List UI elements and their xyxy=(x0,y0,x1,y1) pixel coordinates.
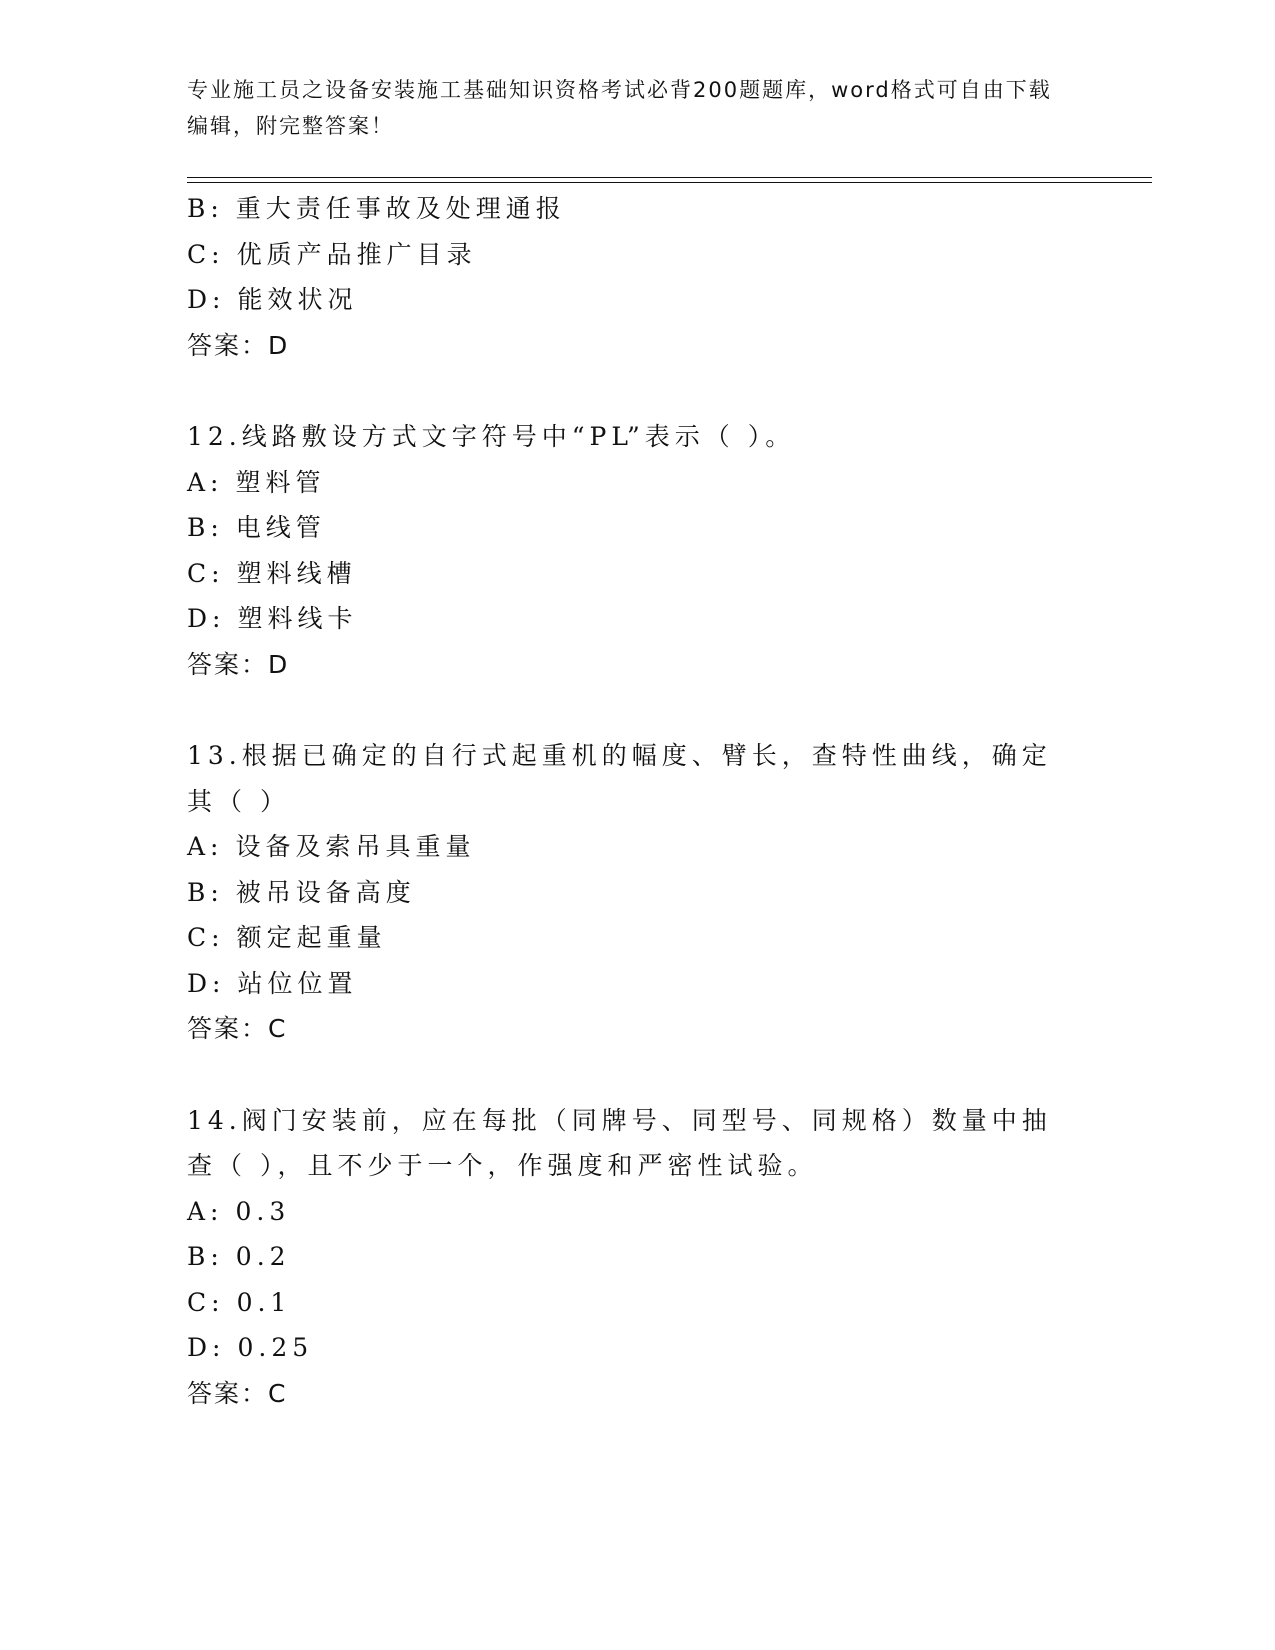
document-header: 专业施工员之设备安装施工基础知识资格考试必背200题题库，word格式可自由下载编辑，附完整答案！ xyxy=(187,78,1052,138)
question-list xyxy=(187,186,1067,1416)
answer-line: 答案：D xyxy=(187,330,290,360)
header-rule-top xyxy=(187,177,1152,178)
answer-line: 答案：D xyxy=(187,649,290,679)
option-b: B: 被吊设备高度 xyxy=(187,877,416,907)
option-b: B: 电线管 xyxy=(187,513,326,542)
option-d: D: 站位位置 xyxy=(187,968,358,998)
question-block xyxy=(187,1098,1067,1417)
option-d: D: 0.25 xyxy=(187,1333,314,1362)
question-block xyxy=(187,414,1067,687)
question-block xyxy=(187,186,1067,368)
question-text: 14.阀门安装前，应在每批（同牌号、同型号、同规格）数量中抽查（ ），且不少于一个，作强度和严密性试验。 xyxy=(187,1105,1052,1180)
option-a: A: 设备及索吊具重量 xyxy=(187,832,476,861)
option-c: C: 额定起重量 xyxy=(187,923,387,952)
answer-line: 答案：C xyxy=(187,1014,288,1043)
option-c: C: 优质产品推广目录 xyxy=(187,239,477,269)
question-text: 12.线路敷设方式文字符号中“PL”表示（ ）。 xyxy=(187,422,796,451)
option-b: B: 0.2 xyxy=(187,1242,291,1271)
option-c: C: 塑料线槽 xyxy=(187,558,357,588)
answer-line: 答案：C xyxy=(187,1378,288,1408)
option-a: A: 塑料管 xyxy=(187,467,326,497)
option-d: D: 能效状况 xyxy=(187,285,358,314)
option-d: D: 塑料线卡 xyxy=(187,604,358,633)
option-a: A: 0.3 xyxy=(187,1196,291,1226)
option-c: C: 0.1 xyxy=(187,1287,292,1317)
question-text: 13.根据已确定的自行式起重机的幅度、臂长，查特性曲线，确定其（ ） xyxy=(187,741,1052,816)
option-b: B: 重大责任事故及处理通报 xyxy=(187,194,566,223)
question-block xyxy=(187,733,1067,1052)
header-rule-bottom xyxy=(187,182,1152,183)
